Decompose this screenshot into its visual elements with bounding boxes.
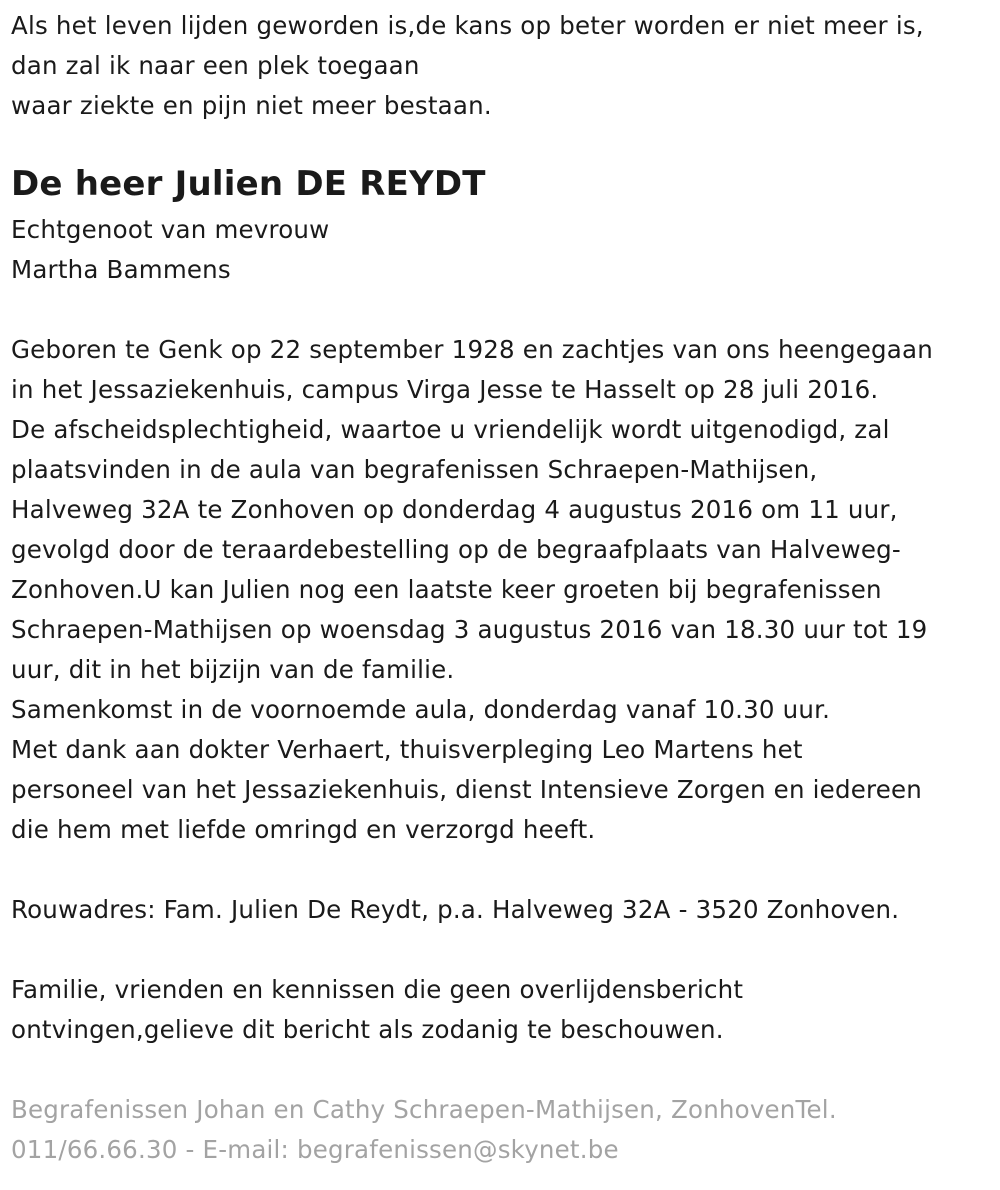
spouse-info: [11, 210, 991, 290]
footer-line: Begrafenissen Johan en Cathy Schraepen-Mathijsen, ZonhovenTel.: [11, 1095, 837, 1124]
spacer: [11, 850, 991, 890]
obituary-notice: [11, 6, 991, 1170]
obituary-body: [11, 330, 991, 850]
body-line: in het Jessaziekenhuis, campus Virga Jesse te Hasselt op 28 juli 2016.: [11, 375, 879, 404]
body-line: Samenkomst in de voornoemde aula, donderdag vanaf 10.30 uur.: [11, 695, 831, 724]
poem-line: waar ziekte en pijn niet meer bestaan.: [11, 91, 492, 120]
notice-line: Familie, vrienden en kennissen die geen overlijdensbericht: [11, 975, 744, 1004]
body-line: Halveweg 32A te Zonhoven op donderdag 4 augustus 2016 om 11 uur,: [11, 495, 898, 524]
body-line: De afscheidsplechtigheid, waartoe u vriendelijk wordt uitgenodigd, zal: [11, 415, 890, 444]
deceased-name: De heer Julien DE REYDT: [11, 164, 486, 204]
footer-line: 011/66.66.30 - E-mail: begrafenissen@skynet.be: [11, 1135, 619, 1164]
body-line: Met dank aan dokter Verhaert, thuisverpleging Leo Martens het: [11, 735, 803, 764]
poem: [11, 6, 991, 126]
body-line: Geboren te Genk op 22 september 1928 en zachtjes van ons heengegaan: [11, 335, 933, 364]
spouse-line: Echtgenoot van mevrouw: [11, 215, 330, 244]
spacer: [11, 1050, 991, 1090]
body-line: die hem met liefde omringd en verzorgd heeft.: [11, 815, 596, 844]
poem-line: dan zal ik naar een plek toegaan: [11, 51, 420, 80]
mourning-address: Rouwadres: Fam. Julien De Reydt, p.a. Halveweg 32A - 3520 Zonhoven.: [11, 895, 900, 924]
body-line: uur, dit in het bijzijn van de familie.: [11, 655, 455, 684]
body-line: personeel van het Jessaziekenhuis, dienst Intensieve Zorgen en iedereen: [11, 775, 922, 804]
family-notice: [11, 970, 991, 1050]
notice-line: ontvingen,gelieve dit bericht als zodanig te beschouwen.: [11, 1015, 724, 1044]
funeral-home-contact: [11, 1090, 991, 1170]
body-line: Schraepen-Mathijsen op woensdag 3 augustus 2016 van 18.30 uur tot 19: [11, 615, 928, 644]
body-line: gevolgd door de teraardebestelling op de begraafplaats van Halveweg-: [11, 535, 901, 564]
body-line: plaatsvinden in de aula van begrafenissen Schraepen-Mathijsen,: [11, 455, 818, 484]
poem-line: Als het leven lijden geworden is,de kans op beter worden er niet meer is,: [11, 11, 924, 40]
spacer: [11, 290, 991, 330]
body-line: Zonhoven.U kan Julien nog een laatste keer groeten bij begrafenissen: [11, 575, 882, 604]
spouse-line: Martha Bammens: [11, 255, 231, 284]
spacer: [11, 930, 991, 970]
